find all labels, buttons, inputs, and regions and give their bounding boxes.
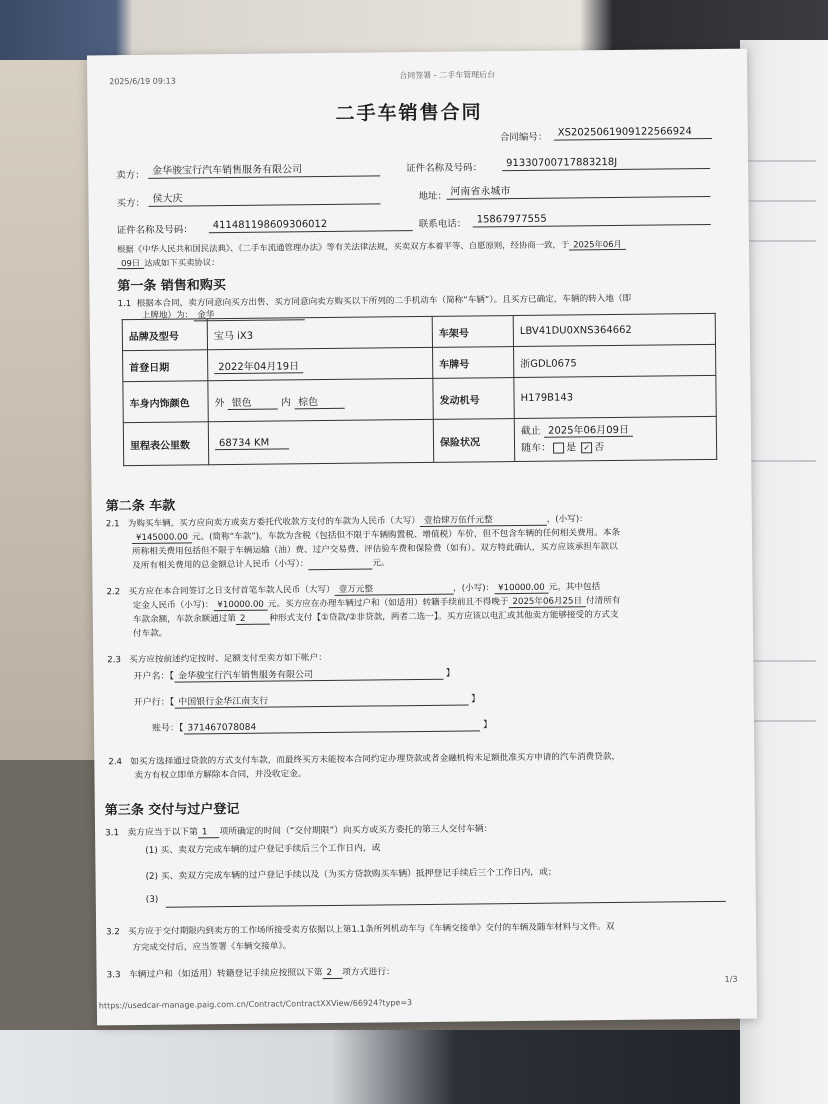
payment-method: 2 bbox=[236, 614, 270, 625]
vehicle-info-table: 品牌及型号 宝马 iX3 车架号 LBV41DU0XNS364662 首登日期 2022年04月19日 车牌号 浙GDL0675 车身内饰颜色 外 银色 内 棕色 发动机号 H179B143 里程表公里数 68734 KM 保险状况 截止 2025年06月09日 随车： 是 ✓ 否 bbox=[122, 313, 718, 466]
preamble-line2: 09日 达成如下买卖协议： bbox=[117, 256, 220, 269]
contract-title: 二手车销售合同 bbox=[335, 101, 483, 125]
bank-row: 开户行：【 中国银行金华江南支行 】 bbox=[133, 694, 481, 709]
checkbox-yes bbox=[553, 442, 564, 453]
clause-1-1: 1.1 根据本合同，卖方同意向买方出售、买方同意向卖方购买以下所列的二手机动车（简称“车辆”）。且买方已确定，车辆的转入地（即 bbox=[117, 293, 632, 310]
seller-label: 卖方： bbox=[116, 169, 145, 182]
seller-name: 金华骏宝行汽车销售服务有限公司 bbox=[148, 162, 380, 178]
desk-background-bottom bbox=[0, 1030, 828, 1104]
clause-2-1-line1: 2.1 为购买车辆，买方应向卖方或卖方委托代收款方支付的车款为人民币（大写） 壹拾肆万伍仟元整 ，(小写)： bbox=[105, 514, 588, 530]
print-system-title: 合同签署 - 二手车管理后台 bbox=[399, 70, 496, 81]
buyer-phone-label: 联系电话： bbox=[418, 218, 467, 231]
buyer-label: 买方： bbox=[116, 197, 146, 210]
article-3-title: 第三条 交付与过户登记 bbox=[104, 801, 240, 819]
vin-value: LBV41DU0XNS364662 bbox=[513, 313, 715, 346]
contract-no: XS2025061909122566924 bbox=[554, 125, 712, 141]
clause-2-1-line4: 及所有相关费用的总金额总计人民币（小写）： 元。 bbox=[132, 558, 390, 572]
delivery-option: 1 bbox=[198, 827, 220, 838]
clause-1-1-line2: 上牌地）为： 金华 bbox=[142, 307, 305, 321]
page-number: 1/3 bbox=[724, 974, 738, 984]
clause-3-3-line1: 3.3 车辆过户和（如适用）转籍登记手续应按照以下第 2 项方式进行： bbox=[106, 967, 395, 981]
clause-2-4-line2: 卖方有权立即单方解除本合同，并没收定金。 bbox=[134, 769, 307, 782]
print-timestamp: 2025/6/19 09:13 bbox=[109, 76, 176, 87]
mileage-value: 68734 KM bbox=[215, 437, 289, 450]
buyer-id: 411481198609306012 bbox=[209, 217, 413, 233]
clause-3-2-line1: 3.2 买方应于交付期限内到卖方的工作场所接受卖方依据以上第1.1条所列机动车与《车辆交接单》交付的车辆及随车材料与文件。双 bbox=[106, 922, 615, 938]
account-name-row: 开户名：【 金华骏宝行汽车销售服务有限公司 】 bbox=[133, 668, 455, 683]
reg-date-value: 2022年04月19日 bbox=[214, 361, 303, 374]
transfer-option: 2 bbox=[322, 968, 342, 979]
price-uppercase: 壹拾肆万伍仟元整 bbox=[420, 515, 547, 527]
clause-3-1-option2: (2) 买、卖双方完成车辆的过户登记手续以及（为买方贷款购买车辆）抵押登记手续后三个工作日内，或； bbox=[145, 867, 557, 882]
contract-page bbox=[87, 49, 757, 1026]
first-payment-uppercase: 壹万元整 bbox=[335, 584, 453, 596]
clause-2-2-line1: 2.2 买方应在本合同签订之日支付首笔车款人民币（大写） 壹万元整 ，(小写)： ¥10000.00 元。其中包括 bbox=[106, 582, 601, 598]
buyer-name: 侯大庆 bbox=[148, 190, 380, 206]
seller-id: 91330700717883218J bbox=[502, 155, 710, 171]
engine-value: H179B143 bbox=[514, 375, 716, 418]
clause-2-1-line2: ¥145000.00 元。(简称“车款”)。车款为含税（包括但不限于车辆购置税、增值税）车价，但不包含车辆的任何相关费用。本条 bbox=[132, 526, 620, 543]
reg-date-label: 首登日期 bbox=[123, 350, 208, 382]
vin-label: 车架号 bbox=[432, 316, 513, 348]
checkbox-no-checked: ✓ bbox=[581, 442, 592, 453]
exterior-color: 银色 bbox=[228, 397, 278, 410]
clause-3-2-line2: 方完成交付后，应当签署《车辆交接单》。 bbox=[132, 941, 292, 954]
insurance-until: 2025年06月09日 bbox=[544, 425, 633, 438]
clause-2-1-line3: 所称相关费用包括但不限于车辆运输（油）费、过户交易费、评估验车费和保险费（如有）。双方特此确认，买方应该承担车款以 bbox=[132, 541, 618, 558]
article-2-title: 第二条 车款 bbox=[105, 498, 176, 515]
footer-url: https://usedcar-manage.paig.com.cn/Contract/ContractXXView/66924?type=3 bbox=[98, 998, 413, 1011]
insurance-label: 保险状况 bbox=[433, 419, 514, 463]
plate-label: 车牌号 bbox=[433, 347, 514, 379]
bank-name: 中国银行金华江南支行 bbox=[174, 695, 468, 709]
article-1-title: 第一条 销售和购买 bbox=[117, 278, 226, 295]
clause-2-2-line2: 定金人民币（小写)： ¥10000.00 元。买方应在办理车辆过户和（如适用）转籍手续前且不得晚于 2025年06月25日 付清所有 bbox=[132, 595, 621, 612]
balance-due-date: 2025年06月25日 bbox=[508, 596, 586, 608]
transfer-city: 金华 bbox=[193, 309, 304, 321]
total-amount-blank bbox=[308, 559, 372, 571]
preamble-date-1: 2025年06月 bbox=[569, 239, 626, 251]
interior-color: 棕色 bbox=[294, 396, 344, 409]
account-no-row: 账号：【 371467078084 】 bbox=[151, 720, 493, 734]
clause-3-1-line1: 3.1 卖方应当于以下第 1 项所确定的时间（“交付期限”）向买方或买方委托的第三人交付车辆： bbox=[105, 824, 493, 839]
price-lowercase: ¥145000.00 bbox=[132, 532, 192, 544]
buyer-id-label: 证件名称及号码： bbox=[116, 224, 193, 237]
clause-2-4-line1: 2.4 如买方选择通过贷款的方式支付车款，而最终买方未能按本合同约定办理贷款或者金融机构未足额批准买方申请的汽车消费贷款， bbox=[108, 751, 621, 768]
clause-3-1-option3: (3) bbox=[145, 894, 159, 905]
buyer-address: 河南省永城市 bbox=[446, 183, 710, 200]
buyer-phone: 15867977555 bbox=[473, 211, 711, 227]
first-payment-lowercase: ¥10000.00 bbox=[494, 583, 549, 595]
preamble-date-2: 09日 bbox=[117, 258, 144, 269]
contract-no-label: 合同编号： bbox=[499, 131, 548, 144]
account-name: 金华骏宝行汽车销售服务有限公司 bbox=[174, 669, 443, 683]
plate-value: 浙GDL0675 bbox=[514, 344, 716, 377]
deposit-amount: ¥10000.00 bbox=[213, 600, 268, 612]
brand-label: 品牌及型号 bbox=[122, 319, 207, 351]
color-label: 车身内饰颜色 bbox=[123, 381, 208, 423]
clause-2-2-line4: 付车款。 bbox=[132, 628, 168, 640]
option3-blank-line bbox=[166, 901, 726, 908]
mileage-label: 里程表公里数 bbox=[123, 422, 208, 466]
account-number: 371467078084 bbox=[183, 720, 480, 734]
seller-id-label: 证件名称及号码： bbox=[406, 162, 483, 175]
buyer-address-label: 地址： bbox=[418, 190, 448, 203]
clause-2-3-line1: 2.3 买方应按前述约定按时、足额支付至卖方如下帐户： bbox=[107, 653, 327, 666]
brand-value: 宝马 iX3 bbox=[207, 316, 432, 349]
preamble-line1: 根据《中华人民共和国民法典》、《二手车流通管理办法》等有关法律法规，买卖双方本着平等、自愿原则，经协商一致，于 2025年06月 bbox=[117, 238, 626, 255]
clause-3-1-option1: (1) 买、卖双方完成车辆的过户登记手续后三个工作日内，或 bbox=[145, 843, 381, 856]
clause-2-2-line3: 车款余额，车款余额通过第 2 种形式支付【①贷款/②非贷款，两者二选一】。买方应该以电汇或其他卖方能够接受的方式支 bbox=[132, 609, 619, 626]
engine-label: 发动机号 bbox=[433, 378, 514, 420]
